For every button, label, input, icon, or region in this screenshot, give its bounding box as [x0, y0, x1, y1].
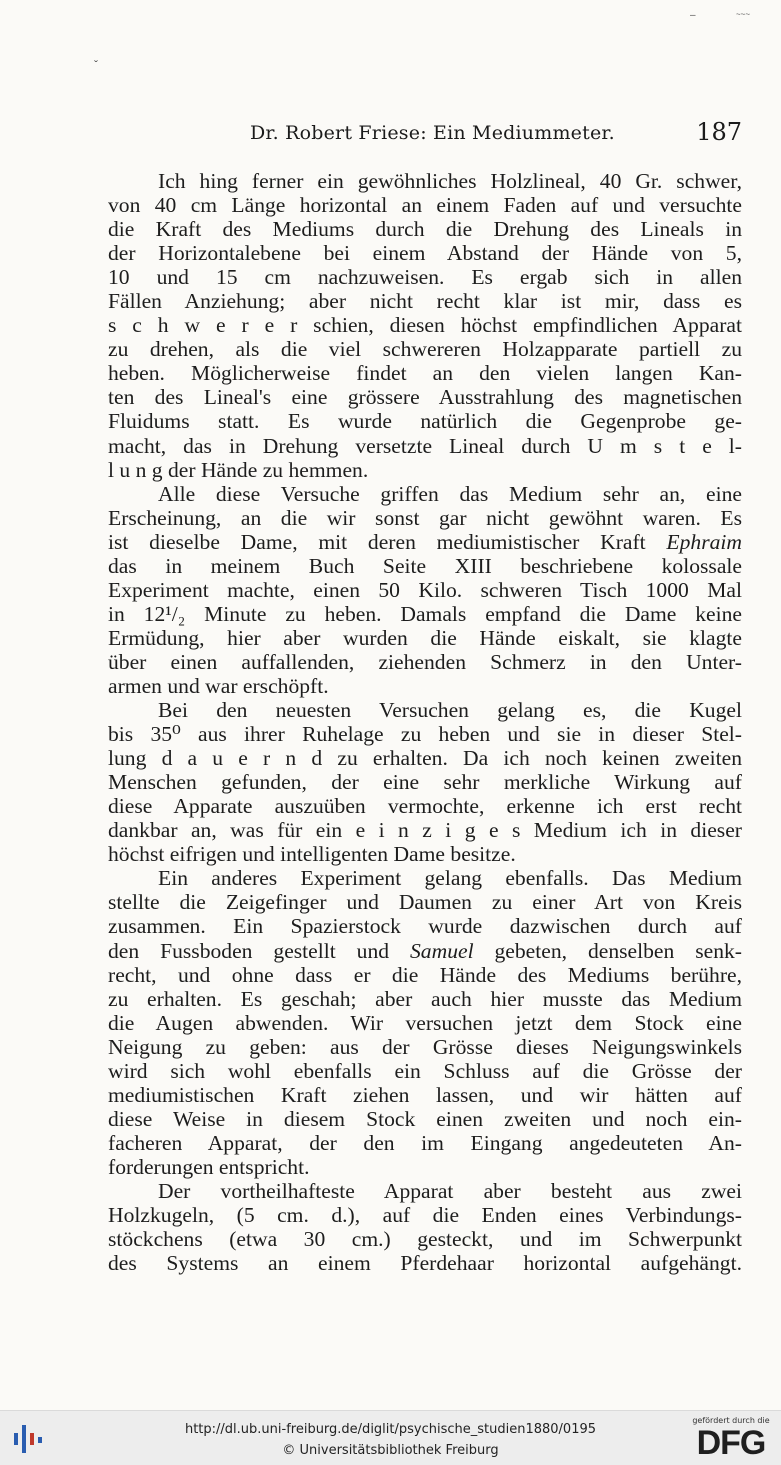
text-line: der Horizontalebene bei einem Abstand der Hände von 5, — [108, 241, 742, 266]
text-line: in 12¹/₂ Minute zu heben. Damals empfand die Dame keine — [108, 601, 742, 626]
text-line: mediumistischen Kraft ziehen lassen, und wir hätten auf — [108, 1082, 742, 1107]
scan-mark: – — [690, 10, 696, 21]
text-line: Alle diese Versuche griffen das Medium sehr an, eine — [158, 481, 742, 506]
dfg-logo — [689, 1416, 773, 1462]
running-header — [108, 118, 742, 152]
text-line: die Augen abwenden. Wir versuchen jetzt dem Stock eine — [108, 1010, 742, 1035]
text-line: stellte die Zeigefinger und Daumen zu einer Art von Kreis — [108, 890, 742, 915]
text-line: bis 35⁰ aus ihrer Ruhelage zu heben und sie in dieser Stel- — [108, 722, 742, 747]
text-line: forderungen entspricht. — [108, 1154, 310, 1179]
text-line: das in meinem Buch Seite XIII beschriebene kolossale — [108, 553, 742, 578]
text-line: dankbar an, was für ein e i n z i g e s Medium ich in dieser — [108, 818, 742, 843]
page-number: 187 — [696, 118, 742, 146]
text-line: ist dieselbe Dame, mit deren mediumistischer Kraft Ephraim — [108, 529, 742, 554]
text-line: zu drehen, als die viel schwereren Holzapparate partiell zu — [108, 337, 742, 362]
running-title: Dr. Robert Friese: Ein Mediummeter. — [250, 122, 615, 144]
text-line: heben. Möglicherweise findet an den vielen langen Kan- — [108, 361, 742, 386]
text-line: macht, das in Drehung versetzte Lineal durch U m s t e l- — [108, 433, 742, 458]
sponsor-caption: gefördert durch die — [692, 1416, 770, 1425]
text-line: wird sich wohl ebenfalls ein Schluss auf die Grösse der — [108, 1058, 742, 1083]
text-line: lung d a u e r n d zu erhalten. Da ich noch keinen zweiten — [108, 746, 742, 771]
text-line: über einen auffallenden, ziehenden Schmerz in den Unter- — [108, 649, 742, 674]
text-line: Ein anderes Experiment gelang ebenfalls. Das Medium — [158, 866, 742, 891]
text-line: Experiment machte, einen 50 Kilo. schweren Tisch 1000 Mal — [108, 577, 742, 602]
page-url[interactable]: http://dl.ub.uni-freiburg.de/diglit/psychische_studien1880/0195 — [184, 1422, 597, 1437]
text-line: Fluidums statt. Es wurde natürlich die Gegenprobe ge- — [108, 409, 742, 434]
scan-mark: ~~~ — [736, 10, 751, 19]
footer-bar — [0, 1410, 781, 1465]
text-line: stöckchens (etwa 30 cm.) gesteckt, und im Schwerpunkt — [108, 1227, 742, 1252]
text-line: l u n g der Hände zu hemmen. — [108, 457, 369, 482]
text-line: diese Apparate auszuüben vermochte, erkenne ich erst recht — [108, 794, 742, 819]
body-text — [108, 169, 742, 1275]
text-line: facheren Apparat, der den im Eingang angedeuteten An- — [108, 1130, 742, 1155]
text-line: ten des Lineal's eine grössere Ausstrahlung des magnetischen — [108, 385, 742, 410]
text-line: s c h w e r e r schien, diesen höchst empfindlichen Apparat — [108, 313, 742, 338]
text-line: Erscheinung, an die wir sonst gar nicht gewöhnt waren. Es — [108, 505, 742, 530]
text-line: Ich hing ferner ein gewöhnliches Holzlineal, 40 Gr. schwer, — [158, 169, 742, 193]
text-line: Der vortheilhafteste Apparat aber besteht aus zwei — [158, 1178, 742, 1203]
text-line: von 40 cm Länge horizontal an einem Faden auf und versuchte — [108, 193, 742, 218]
text-line: den Fussboden gestellt und Samuel gebeten, denselben senk- — [108, 938, 742, 963]
text-line: Neigung zu geben: aus der Grösse dieses Neigungswinkels — [108, 1034, 742, 1059]
text-line: zusammen. Ein Spazierstock wurde dazwischen durch auf — [108, 914, 742, 939]
text-line: recht, und ohne dass er die Hände des Mediums berühre, — [108, 962, 742, 987]
copyright-line: © Universitätsbibliothek Freiburg — [282, 1443, 499, 1458]
text-line: die Kraft des Mediums durch die Drehung des Lineals in — [108, 217, 742, 242]
text-line: Holzkugeln, (5 cm. d.), auf die Enden eines Verbindungs- — [108, 1203, 742, 1228]
scan-mark: ˇ — [94, 58, 98, 72]
text-line: Fällen Anziehung; aber nicht recht klar ist mir, dass es — [108, 289, 742, 314]
text-line: 10 und 15 cm nachzuweisen. Es ergab sich in allen — [108, 265, 742, 290]
text-line: diese Weise in diesem Stock einen zweiten und noch ein- — [108, 1106, 742, 1131]
text-line: höchst eifrigen und intelligenten Dame besitze. — [108, 842, 516, 867]
text-line: Ermüdung, hier aber wurden die Hände eiskalt, sie klagte — [108, 625, 742, 650]
text-line: Bei den neuesten Versuchen gelang es, die Kugel — [158, 698, 742, 723]
text-line: des Systems an einem Pferdehaar horizontal aufgehängt. — [108, 1251, 742, 1276]
text-line: zu erhalten. Es geschah; aber auch hier musste das Medium — [108, 986, 742, 1011]
text-line: Menschen gefunden, der eine sehr merkliche Wirkung auf — [108, 770, 742, 795]
dfg-wordmark: DFG — [696, 1424, 766, 1462]
text-line: armen und war erschöpft. — [108, 673, 329, 698]
